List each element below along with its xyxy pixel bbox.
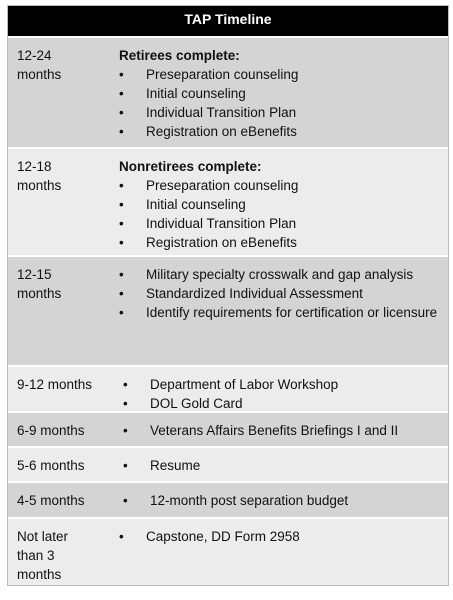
list-item: • Identify requirements for certification or licensure — [119, 305, 438, 320]
time-cell: Not later than 3 months — [17, 529, 69, 582]
content-cell — [111, 367, 448, 411]
bullet-list — [119, 65, 444, 141]
list-item: • Standardized Individual Assessment — [119, 286, 363, 301]
bullet-list — [123, 421, 444, 440]
list-item: • Preseparation counseling — [119, 67, 299, 82]
table-row — [8, 36, 448, 147]
tap-timeline-table — [7, 5, 449, 586]
content-cell — [111, 483, 448, 517]
bullet-list — [123, 375, 444, 413]
content-cell — [107, 38, 448, 147]
time-cell: 12-18 months — [17, 159, 62, 193]
table-row — [8, 255, 448, 365]
time-cell: 4-5 months — [17, 493, 85, 508]
table-row — [8, 365, 448, 411]
list-item: • Initial counseling — [119, 197, 246, 212]
list-item: • Preseparation counseling — [119, 178, 299, 193]
list-item: • DOL Gold Card — [123, 396, 243, 411]
list-item: • Military specialty crosswalk and gap analysis — [119, 267, 414, 282]
content-cell — [107, 519, 448, 585]
table-row — [8, 517, 448, 585]
time-cell: 6-9 months — [17, 423, 85, 438]
row-heading: Nonretirees complete: — [119, 159, 262, 174]
list-item: • 12-month post separation budget — [123, 493, 349, 508]
list-item: • Individual Transition Plan — [119, 216, 297, 231]
list-item: • Initial counseling — [119, 86, 246, 101]
content-cell — [111, 413, 448, 446]
time-cell: 12-15 months — [17, 267, 62, 301]
bullet-list — [123, 491, 444, 510]
list-item: • Department of Labor Workshop — [123, 377, 339, 392]
list-item: • Individual Transition Plan — [119, 105, 297, 120]
list-item: • Registration on eBenefits — [119, 235, 297, 250]
table-row — [8, 446, 448, 481]
content-cell — [111, 448, 448, 481]
time-cell: 12-24 months — [17, 48, 62, 82]
list-item: • Resume — [123, 458, 201, 473]
table-row — [8, 411, 448, 446]
table-row — [8, 481, 448, 517]
bullet-list — [119, 527, 444, 546]
list-item: • Veterans Affairs Benefits Briefings I and II — [123, 423, 399, 438]
time-cell: 9-12 months — [17, 377, 93, 392]
list-item: • Registration on eBenefits — [119, 124, 297, 139]
content-cell — [107, 149, 448, 255]
bullet-list — [119, 265, 444, 322]
list-item: • Capstone, DD Form 2958 — [119, 529, 300, 544]
bullet-list — [123, 456, 444, 475]
bullet-list — [119, 176, 444, 252]
table-row — [8, 147, 448, 255]
content-cell — [107, 257, 448, 365]
row-heading: Retirees complete: — [119, 48, 240, 63]
table-title: TAP Timeline — [8, 6, 448, 36]
time-cell: 5-6 months — [17, 458, 85, 473]
